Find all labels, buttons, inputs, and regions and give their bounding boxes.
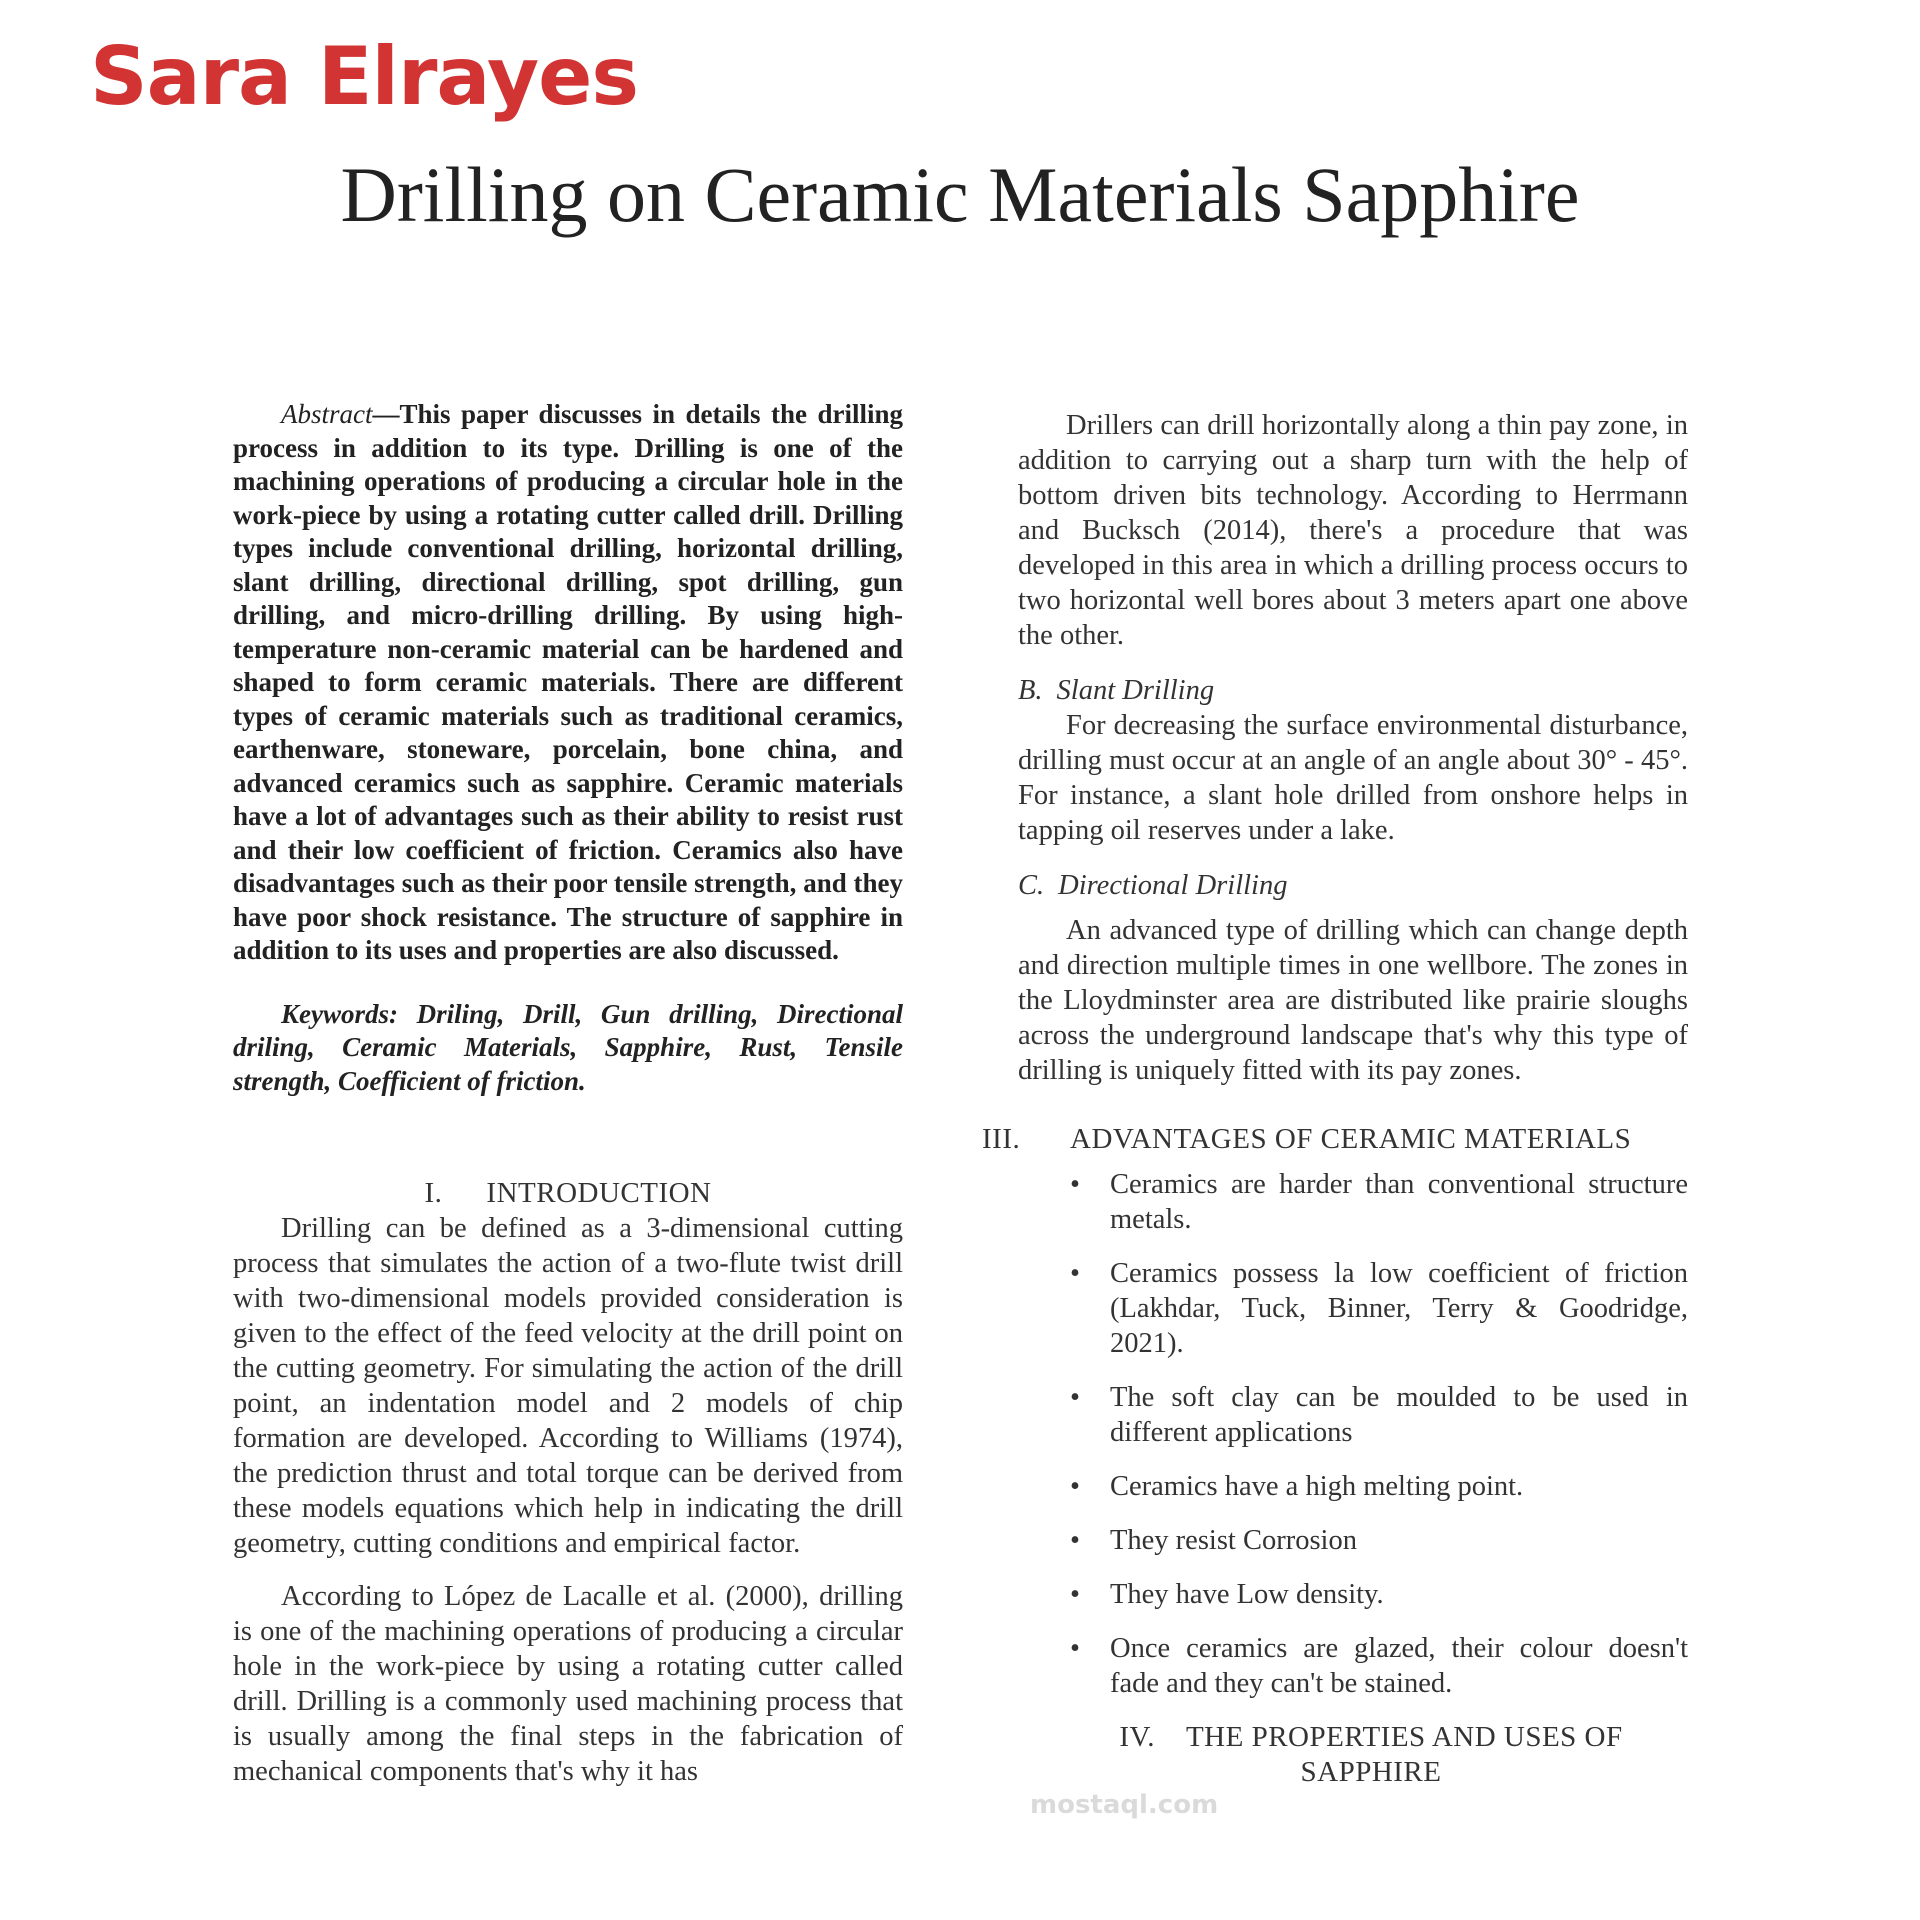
abstract xyxy=(233,398,903,968)
list-item: • The soft clay can be moulded to be used in different applications xyxy=(1070,1382,1688,1448)
bullet: • xyxy=(1070,1258,1080,1289)
subsection-letter: C. xyxy=(1018,870,1045,901)
section-title: THE PROPERTIES AND USES OF SAPPHIRE xyxy=(1185,1721,1623,1788)
left-column xyxy=(233,398,903,1789)
section-heading-properties xyxy=(1054,1720,1688,1790)
subsection-heading-slant xyxy=(1018,673,1688,708)
bullet: • xyxy=(1070,1579,1080,1610)
bullet: • xyxy=(1070,1382,1080,1413)
subsection-title: Directional Drilling xyxy=(1058,870,1288,901)
section-number: I. xyxy=(424,1177,443,1209)
keywords: Keywords: Driling, Drill, Gun drilling, Directional driling, Ceramic Materials, Sapphire, Rust, Tensile strength, Coefficient of friction. xyxy=(233,998,903,1096)
section-title: ADVANTAGES OF CERAMIC MATERIALS xyxy=(1070,1123,1632,1155)
abstract-text: —This paper discusses in details the drilling process in addition to its type. Drilling is one of the machining operations of producing a circular hole in the work-piece by using a rotating cutter called drill. Drilling types include conventional drilling, horizontal drilling, slant drilling, directional drilling, spot drilling, gun drilling, and micro-drilling drilling. By using high-temperature non-ceramic material can be hardened and shaped to form ceramic materials. There are different types of ceramic materials such as traditional ceramics, earthenware, stoneware, porcelain, bone china, and advanced ceramics such as sapphire. Ceramic materials have a lot of advantages such as their ability to resist rust and their low coefficient of friction. Ceramics also have disadvantages such as their poor tensile strength, and they have poor shock resistance. The structure of sapphire in addition to its uses and properties are also discussed. xyxy=(233,399,903,965)
abstract-label: Abstract xyxy=(281,399,373,429)
list-item: • Ceramics have a high melting point. xyxy=(1070,1471,1524,1502)
paper-title: Drilling on Ceramic Materials Sapphire xyxy=(340,151,1580,238)
watermark: mostaql.com xyxy=(1030,1790,1219,1820)
subsection-heading-directional xyxy=(1018,868,1688,903)
bullet: • xyxy=(1070,1169,1080,1200)
bullet: • xyxy=(1070,1633,1080,1664)
horizontal-drilling-paragraph: Drillers can drill horizontally along a thin pay zone, in addition to carrying out a sharp turn with the help of bottom driven bits technology. According to Herrmann and Bucksch (2014), there's a procedure that was developed in this area in which a drilling process occurs to two horizontal well bores about 3 meters apart one above the other. xyxy=(1018,410,1688,651)
section-number: IV. xyxy=(1119,1721,1155,1753)
list-item: • Ceramics possess la low coefficient of friction (Lakhdar, Tuck, Binner, Terry & Goodridge, 2021). xyxy=(1070,1258,1688,1359)
directional-drilling-paragraph: An advanced type of drilling which can change depth and direction multiple times in one wellbore. The zones in the Lloydminster area are distributed like prairie sloughs across the underground landscape that's why this type of drilling is uniquely fitted with its pay zones. xyxy=(1018,915,1688,1086)
list-item: • Once ceramics are glazed, their colour doesn't fade and they can't be stained. xyxy=(1070,1633,1688,1699)
intro-paragraph-2: According to López de Lacalle et al. (2000), drilling is one of the machining operations of producing a circular hole in the work-piece by using a rotating cutter called drill. Drilling is a commonly used machining process that is usually among the final steps in the fabrication of mechanical components that's why it has xyxy=(233,1581,903,1787)
subsection-letter: B. xyxy=(1018,675,1043,706)
list-item: • They resist Corrosion xyxy=(1070,1525,1357,1556)
slant-drilling-paragraph: For decreasing the surface environmental disturbance, drilling must occur at an angle of an angle about 30° - 45°. For instance, a slant hole drilled from onshore helps in tapping oil reserves under a lake. xyxy=(1018,710,1688,846)
subsection-title: Slant Drilling xyxy=(1056,675,1215,706)
section-heading-advantages xyxy=(982,1122,1688,1157)
section-heading-introduction xyxy=(233,1176,903,1211)
list-item: • Ceramics are harder than conventional structure metals. xyxy=(1070,1169,1688,1235)
section-number: III. xyxy=(982,1123,1021,1155)
section-title: INTRODUCTION xyxy=(486,1177,712,1209)
intro-paragraph-1: Drilling can be defined as a 3-dimensional cutting process that simulates the action of a two-flute twist drill with two-dimensional models provided consideration is given to the effect of the feed velocity at the drill point on the cutting geometry. For simulating the action of the drill point, an indentation model and 2 models of chip formation are developed. According to Williams (1974), the prediction thrust and total torque can be derived from these models equations which help in indicating the drill geometry, cutting conditions and empirical factor. xyxy=(233,1213,903,1559)
advantages-list xyxy=(1018,1167,1688,1701)
list-item: • They have Low density. xyxy=(1070,1579,1384,1610)
bullet: • xyxy=(1070,1525,1080,1556)
author-logo: Sara Elrayes xyxy=(90,30,638,123)
bullet: • xyxy=(1070,1471,1080,1502)
right-column xyxy=(982,398,1688,1790)
